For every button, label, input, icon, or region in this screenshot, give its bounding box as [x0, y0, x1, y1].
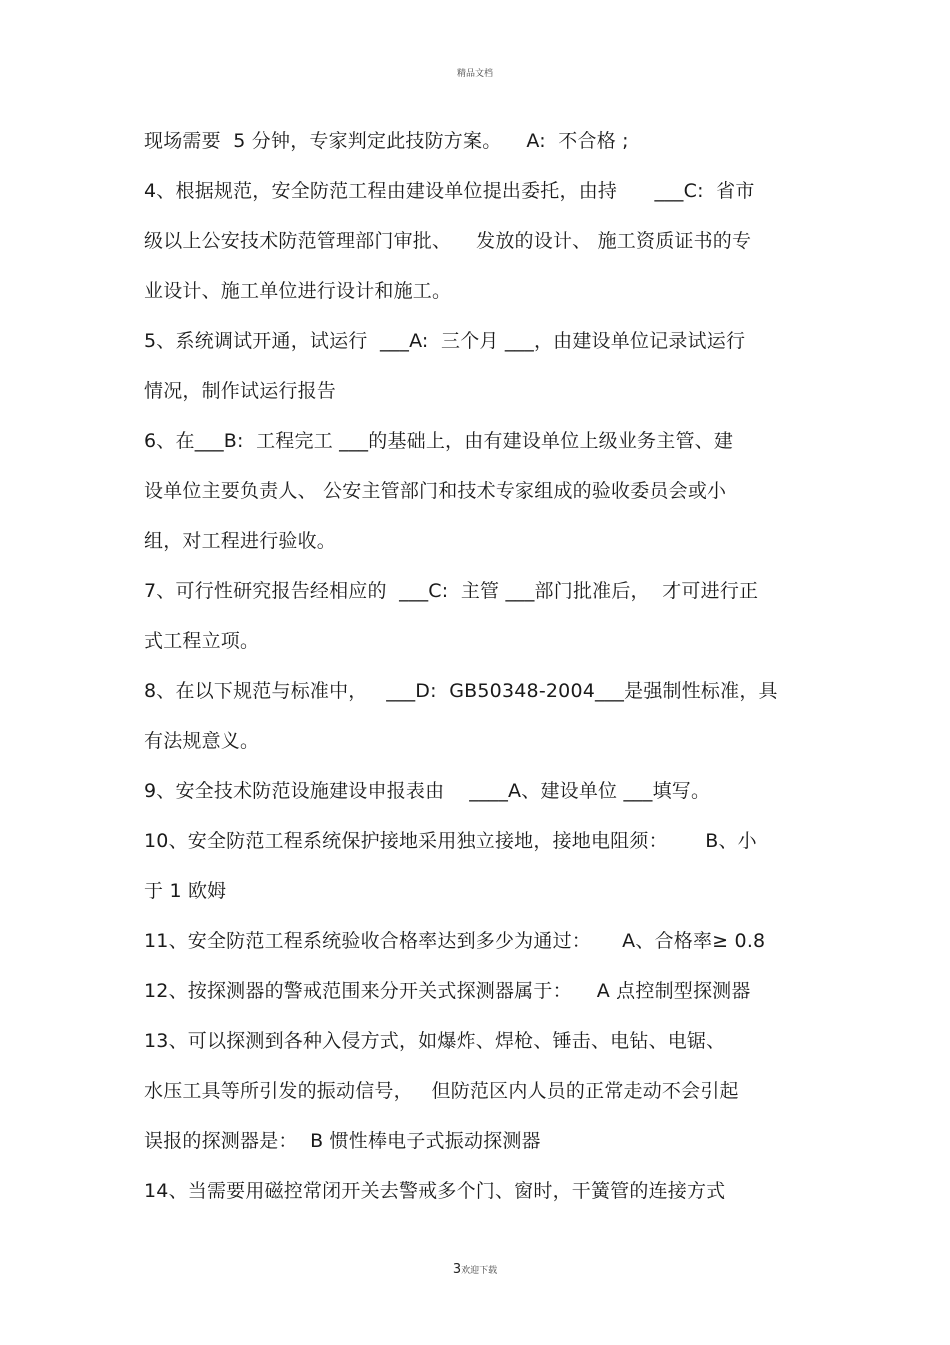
text-line: 6、在___B: 工程完工 ___的基础上，由有建设单位上级业务主管、建 — [144, 430, 734, 452]
page-number: 3 — [452, 1262, 462, 1277]
text-line: 7、可行性研究报告经相应的 ___C: 主管 ___部门批准后， 才可进行正 — [144, 580, 759, 602]
text-line: 误报的探测器是： B 惯性棒电子式振动探测器 — [144, 1130, 541, 1152]
text-line: 情况，制作试运行报告 — [144, 380, 337, 402]
page-header: 精品文档 — [456, 69, 493, 79]
text-line: 组，对工程进行验收。 — [144, 530, 337, 552]
text-line: 于 1 欧姆 — [144, 880, 227, 902]
page-footer — [0, 1262, 950, 1277]
text-line: 4、根据规范，安全防范工程由建设单位提出委托，由持 ___C: 省市 — [144, 180, 755, 202]
text-line: 有法规意义。 — [144, 730, 260, 752]
text-line: 11、安全防范工程系统验收合格率达到多少为通过： A、合格率≥ 0.8 — [144, 930, 766, 952]
footer-text: 欢迎下载 — [461, 1266, 498, 1276]
text-line: 8、在以下规范与标准中， ___D: GB50348-2004___是强制性标准，具 — [144, 680, 778, 702]
text-line: 14、当需要用磁控常闭开关去警戒多个门、窗时，干簧管的连接方式 — [144, 1180, 726, 1202]
text-line: 业设计、施工单位进行设计和施工。 — [144, 280, 452, 302]
text-line: 水压工具等所引发的振动信号， 但防范区内人员的正常走动不会引起 — [144, 1080, 739, 1102]
text-line: 级以上公安技术防范管理部门审批、 发放的设计、 施工资质证书的专 — [144, 230, 752, 252]
text-line: 9、安全技术防范设施建设申报表由 ____A、建设单位 ___填写。 — [144, 780, 711, 802]
text-line: 式工程立项。 — [144, 630, 260, 652]
text-line: 现场需要 5 分钟，专家判定此技防方案。 A: 不合格 ; — [144, 130, 629, 152]
text-line: 5、系统调试开通，试运行 ___A: 三个月 ___，由建设单位记录试运行 — [144, 330, 746, 352]
text-line: 10、安全防范工程系统保护接地采用独立接地，接地电阻须： B、小 — [144, 830, 757, 852]
text-line: 12、按探测器的警戒范围来分开关式探测器属于： A 点控制型探测器 — [144, 980, 751, 1002]
text-line: 设单位主要负责人、 公安主管部门和技术专家组成的验收委员会或小 — [144, 480, 727, 502]
text-line: 13、可以探测到各种入侵方式，如爆炸、焊枪、锤击、电钻、电锯、 — [144, 1030, 726, 1052]
